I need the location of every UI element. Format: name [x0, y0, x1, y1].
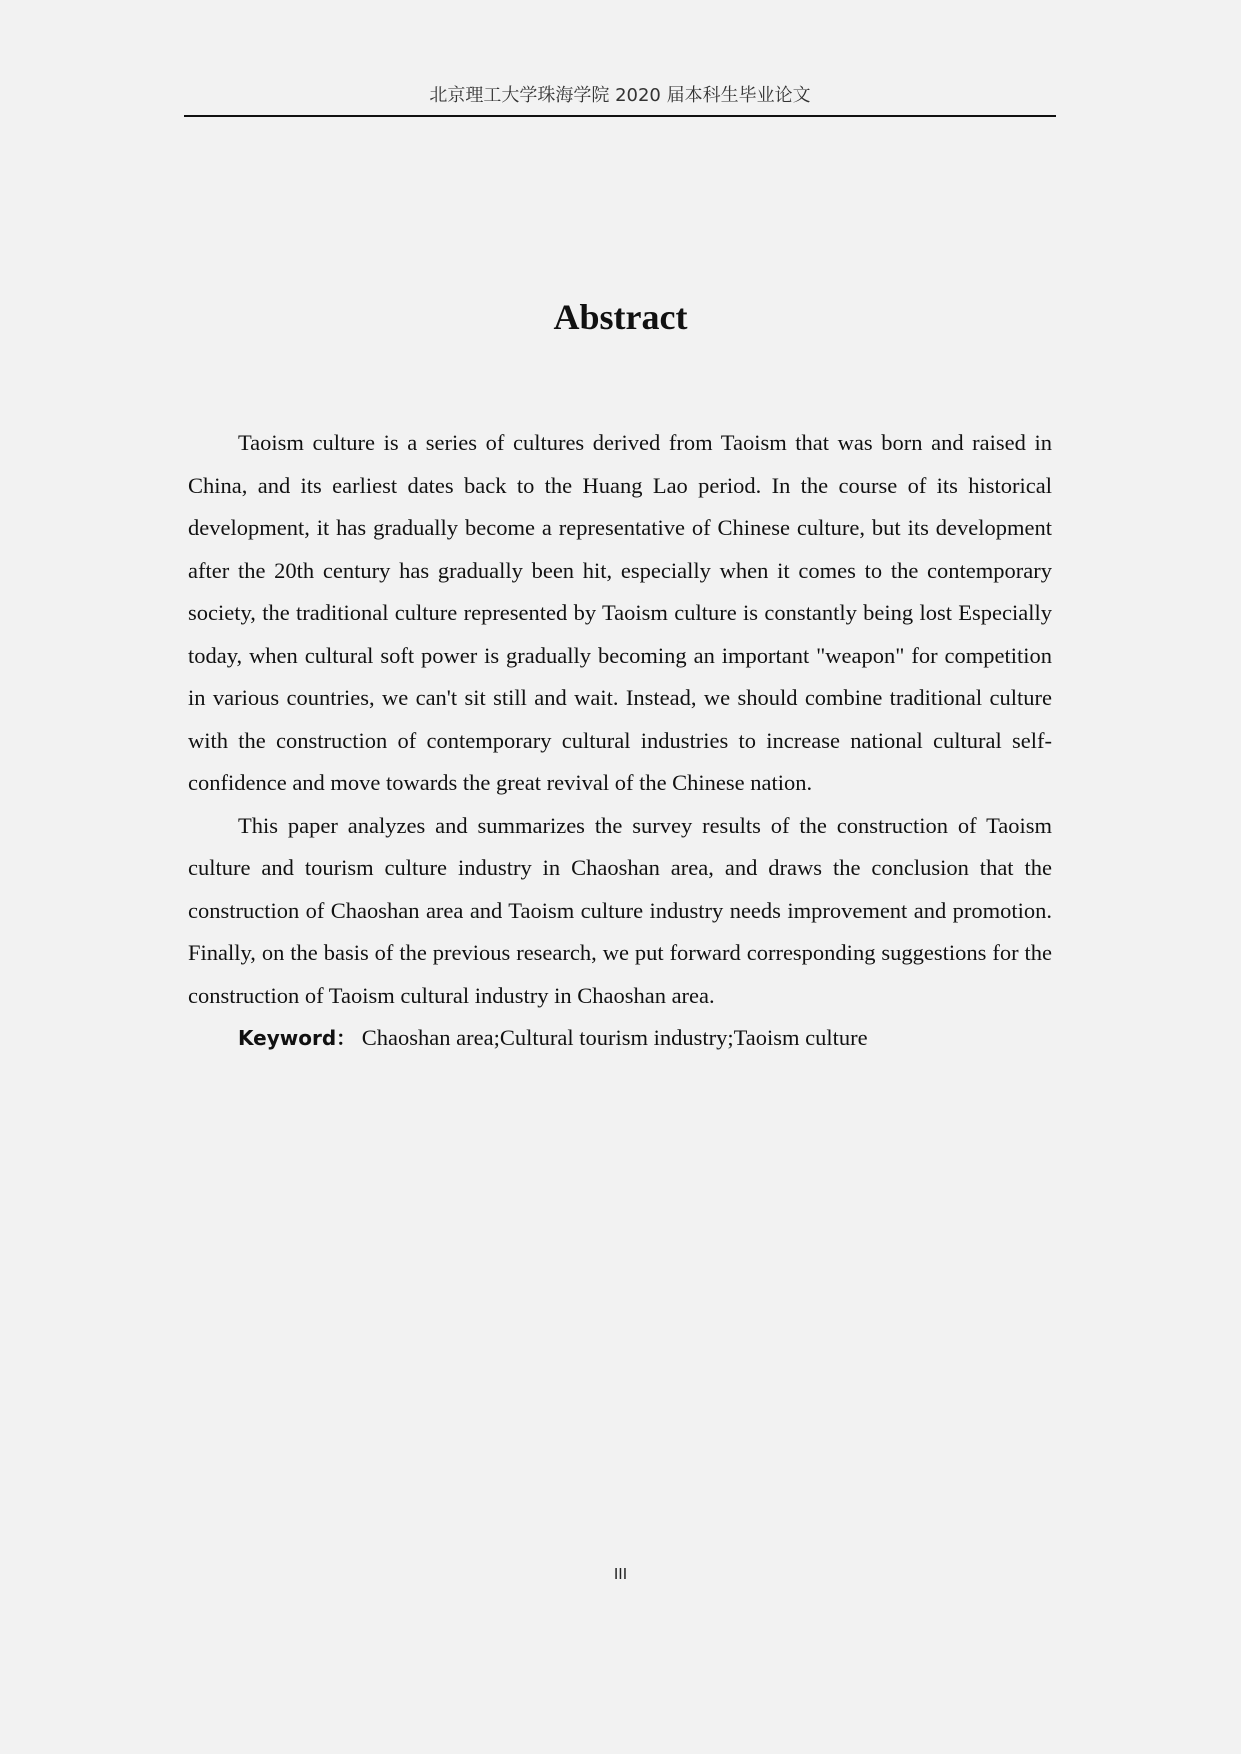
keyword-values: Chaoshan area;Cultural tourism industry;Taoism culture	[361, 1025, 868, 1050]
page-number: III	[613, 1565, 628, 1583]
keyword-label: Keyword：	[238, 1026, 357, 1050]
running-header: 北京理工大学珠海学院 2020 届本科生毕业论文	[184, 84, 1056, 117]
abstract-paragraph-2: This paper analyzes and summarizes the survey results of the construction of Taoism culture and tourism culture industry in Chaoshan area, and draws the conclusion that the construction of Chaoshan area and Taoism culture industry needs improvement and promotion. Finally, on the basis of the previous research, we put forward corresponding suggestions for the construction of Taoism cultural industry in Chaoshan area.	[188, 812, 1052, 1008]
abstract-body	[188, 422, 1052, 1060]
abstract-paragraph-1: Taoism culture is a series of cultures derived from Taoism that was born and raised in China, and its earliest dates back to the Huang Lao period. In the course of its historical development, it has gradually become a representative of Chinese culture, but its development after the 20th century has gradually been hit, especially when it comes to the contemporary society, the traditional culture represented by Taoism culture is constantly being lost Especially today, when cultural soft power is gradually becoming an important "weapon" for competition in various countries, we can't sit still and wait. Instead, we should combine traditional culture with the construction of contemporary cultural industries to increase national cultural self-confidence and move towards the great revival of the Chinese nation.	[188, 430, 1052, 795]
page-title: Abstract	[553, 297, 688, 337]
keyword-line	[188, 1017, 1052, 1060]
